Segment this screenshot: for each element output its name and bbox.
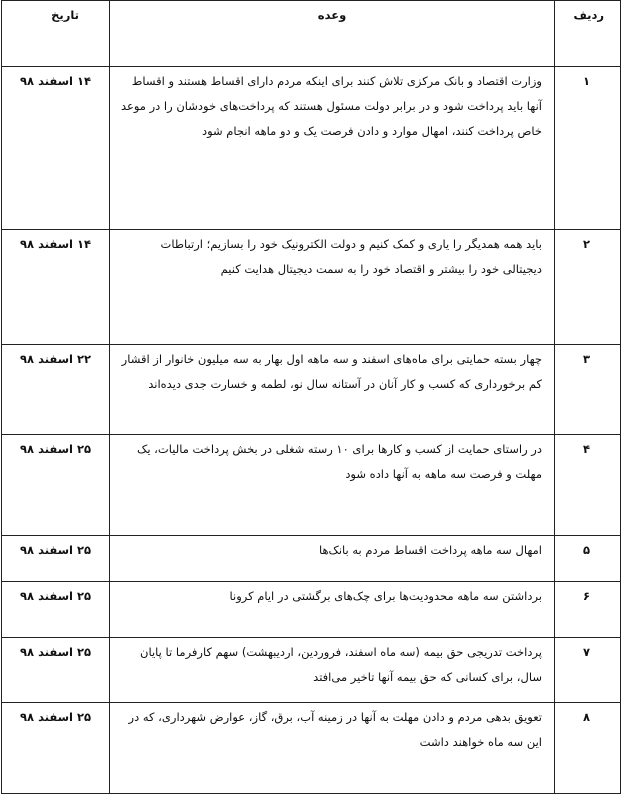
row-text: برداشتن سه ماهه محدودیت‌ها برای چک‌های برگشتی در ایام کرونا: [110, 582, 555, 638]
table-row: [2, 703, 621, 794]
row-text: امهال سه ماهه پرداخت اقساط مردم به بانک‌ها: [110, 536, 555, 582]
row-num: ۴: [555, 435, 621, 536]
header-date: تاریخ: [2, 1, 110, 67]
row-num: ۶: [555, 582, 621, 638]
table-row: [2, 435, 621, 536]
row-num: ۷: [555, 638, 621, 703]
row-date: ۲۵ اسفند ۹۸: [2, 582, 110, 638]
table-row: [2, 582, 621, 638]
table-row: [2, 230, 621, 345]
row-text: در راستای حمایت از کسب و کارها برای ۱۰ رسته شغلی در بخش پرداخت مالیات، یک مهلت و فرصت سه ماهه به آنها داده شود: [110, 435, 555, 536]
row-text: وزارت اقتصاد و بانک مرکزی تلاش کنند برای اینکه مردم دارای اقساط هستند و اقساط آنها باید پرداخت شود و در برابر دولت مسئول هستند که پرداخت‌های خودشان را در موعد خاص پرداخت کنند، امهال موارد و دادن فرصت یک و دو ماهه انجام شود: [110, 67, 555, 230]
row-date: ۲۲ اسفند ۹۸: [2, 345, 110, 435]
row-date: ۲۵ اسفند ۹۸: [2, 536, 110, 582]
row-num: ۲: [555, 230, 621, 345]
row-text: پرداخت تدریجی حق بیمه (سه ماه اسفند، فروردین، اردیبهشت) سهم کارفرما تا پایان سال، برای کسانی که حق بیمه آنها تاخیر می‌افتد: [110, 638, 555, 703]
header-row: [2, 1, 621, 67]
row-date: ۱۴ اسفند ۹۸: [2, 67, 110, 230]
row-num: ۵: [555, 536, 621, 582]
row-num: ۸: [555, 703, 621, 794]
header-text: وعده: [110, 1, 555, 67]
table-row: [2, 345, 621, 435]
header-num: ردیف: [555, 1, 621, 67]
row-text: باید همه همدیگر را یاری و کمک کنیم و دولت الکترونیک خود را بسازیم؛ ارتباطات دیجیتالی خود را بیشتر و اقتصاد خود را به سمت دیجیتال هدایت کنیم: [110, 230, 555, 345]
row-date: ۲۵ اسفند ۹۸: [2, 638, 110, 703]
table-row: [2, 638, 621, 703]
row-date: ۲۵ اسفند ۹۸: [2, 435, 110, 536]
row-text: چهار بسته حمایتی برای ماه‌های اسفند و سه ماهه اول بهار به سه میلیون خانوار از اقشار کم برخورداری که کسب و کار آنان در آستانه سال نو، لطمه و خسارت جدی دیده‌اند: [110, 345, 555, 435]
table-row: [2, 67, 621, 230]
promises-table: [1, 0, 621, 794]
row-num: ۳: [555, 345, 621, 435]
row-text: تعویق بدهی مردم و دادن مهلت به آنها در زمینه آب، برق، گاز، عوارض شهرداری، که در این سه ماه خواهند داشت: [110, 703, 555, 794]
row-date: ۲۵ اسفند ۹۸: [2, 703, 110, 794]
row-num: ۱: [555, 67, 621, 230]
table-row: [2, 536, 621, 582]
row-date: ۱۴ اسفند ۹۸: [2, 230, 110, 345]
